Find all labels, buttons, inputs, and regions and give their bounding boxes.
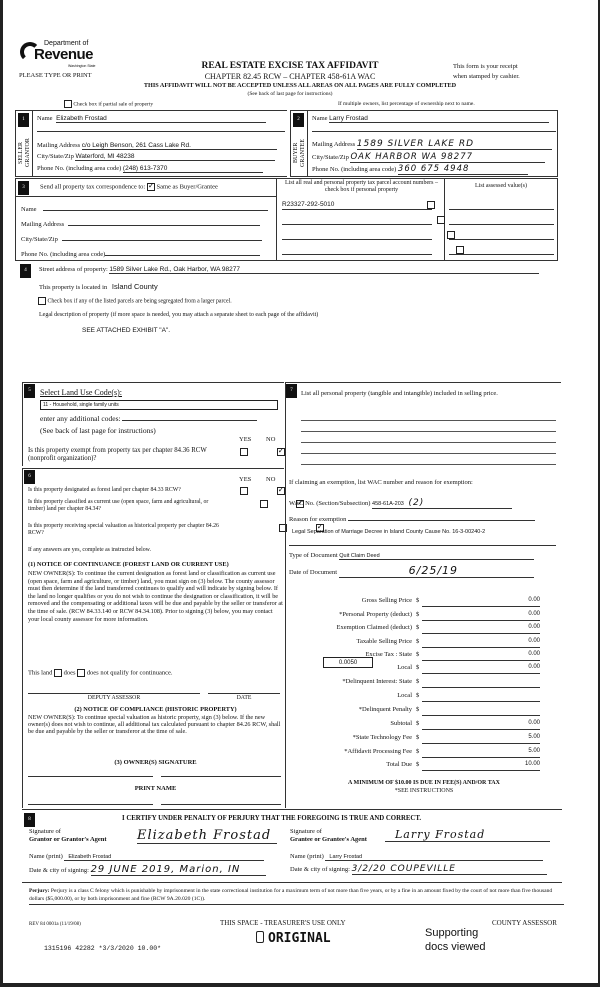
parcel-row-1[interactable]: R23327-292-5010 bbox=[282, 201, 432, 210]
doc-type-value: Quit Claim Deed bbox=[339, 553, 534, 560]
seller-city-field[interactable] bbox=[37, 153, 275, 161]
original-stamp bbox=[256, 931, 331, 946]
grantor-name-field[interactable] bbox=[29, 853, 264, 861]
doc-date-label: Date of Document bbox=[289, 569, 338, 576]
assessed-value-1[interactable] bbox=[449, 201, 554, 210]
seller-name-value: Elizabeth Frostad bbox=[56, 115, 266, 123]
owner-sig-line-1[interactable] bbox=[28, 776, 153, 777]
corr-phone-field[interactable] bbox=[21, 251, 260, 258]
section-number-6: 6 bbox=[24, 470, 35, 484]
grantee-date-label: Date & city of signing: bbox=[290, 866, 350, 873]
additional-codes-field[interactable] bbox=[40, 414, 257, 423]
original-text: ORIGINAL bbox=[268, 931, 331, 946]
fee-state-technology[interactable]: *State Technology Fee $ 5.00 bbox=[290, 734, 540, 746]
buyer-phone-label: Phone No. (including area code) bbox=[312, 166, 397, 173]
personal-property-line-5[interactable] bbox=[301, 464, 556, 465]
same-as-buyer-checkbox[interactable] bbox=[147, 183, 155, 191]
fee-exemption-claimed[interactable]: Exemption Claimed (deduct) $ 0.00 bbox=[290, 624, 540, 636]
same-as-buyer-label: Same as Buyer/Grantee bbox=[156, 183, 218, 191]
personal-property-line-4[interactable] bbox=[301, 453, 556, 454]
owner-sig-line-2[interactable] bbox=[161, 776, 281, 777]
fee-delinquent-interest-local[interactable]: Local $ bbox=[290, 692, 540, 704]
exempt-yes-checkbox[interactable] bbox=[240, 448, 248, 456]
parcel-header: List all real and personal property tax parcel account numbers – check box if personal property bbox=[285, 180, 438, 193]
grantee-sig-label-1: Signature of bbox=[290, 828, 322, 835]
land-use-see-back: (See back of last page for instructions) bbox=[40, 426, 156, 435]
fee-personal-property[interactable]: *Personal Property (deduct) $ 0.00 bbox=[290, 611, 540, 623]
continuance-row bbox=[28, 669, 173, 677]
s6-no-header: NO bbox=[266, 476, 276, 483]
seller-mailing-value: c/o Leigh Benson, 261 Cass Lake Rd. bbox=[82, 142, 277, 150]
parcel-row-3[interactable] bbox=[282, 231, 432, 240]
additional-codes-label: enter any additional codes: bbox=[40, 414, 121, 423]
grantee-name-value: Larry Frostad bbox=[325, 854, 543, 861]
exempt-no-checkbox[interactable] bbox=[277, 448, 285, 456]
notice-continuance-body: NEW OWNER(S): To continue the current designation as forest land or classification as current use (open space, farm and agriculture, or timber) land, you must sign on (3) below. The county assessor must then determine if the land transferred continues to qualify and will indicate by signing below. If the land no longer qualifies or you do not wish to continue the designation or classification, it will be removed and the compensating or additional taxes will be due and payable by the seller or transferor at the time of sale. (RCW 84.33.140 or RCW 84.34.108). Prior to signing (3) below, you may contact your local county assessor for more information. bbox=[28, 570, 283, 623]
assessed-header: List assessed value(s) bbox=[475, 183, 527, 189]
does-not-label: does not bbox=[86, 669, 109, 677]
certify-statement: I CERTIFY UNDER PENALTY OF PERJURY THAT THE FOREGOING IS TRUE AND CORRECT. bbox=[122, 815, 422, 822]
section-seller bbox=[15, 110, 287, 177]
reason-value: Legal Separation of Marriage Decree in Island County Cause No. 16-3-00240-2 bbox=[292, 529, 486, 535]
seller-name-label: Name bbox=[37, 115, 53, 122]
correspondence-label-row bbox=[40, 183, 218, 191]
seller-mailing-label: Mailing Address bbox=[37, 142, 81, 149]
section-number-4: 4 bbox=[20, 264, 31, 278]
segregated-checkbox-row[interactable] bbox=[38, 297, 232, 305]
deputy-assessor-line[interactable] bbox=[28, 693, 200, 694]
buyer-phone-field[interactable] bbox=[312, 164, 528, 175]
notice-compliance-body: NEW OWNER(S): To continue special valuation as historic property, sign (3) below. If the new owner(s) does not wish to continue, all additional tax calculated pursuant to chapter 84.26 RCW, shall be due and payable by the seller or transferor at the time of sale. bbox=[28, 714, 281, 736]
seller-phone-label: Phone No. (including area code) bbox=[37, 165, 122, 172]
section-buyer bbox=[290, 110, 558, 177]
reason-label: Reason for exemption bbox=[289, 516, 347, 523]
section-number-8: 8 bbox=[24, 813, 35, 827]
street-address-label: Street address of property: bbox=[39, 266, 108, 273]
assessed-value-4[interactable] bbox=[449, 246, 554, 255]
corr-name-field[interactable] bbox=[21, 206, 268, 213]
buyer-name-field[interactable] bbox=[312, 115, 549, 123]
grantor-name-label: Name (print) bbox=[29, 853, 63, 860]
parcel-2-personal-checkbox[interactable] bbox=[437, 216, 445, 224]
corr-name-label: Name bbox=[21, 206, 37, 213]
segregated-label: Check box if any of the listed parcels are being segregated from a larger parcel. bbox=[47, 298, 232, 305]
land-use-title: Select Land Use Code(s): bbox=[40, 388, 122, 397]
if-yes-instruction: If any answers are yes, complete as instructed below. bbox=[28, 547, 151, 553]
assessed-value-3[interactable] bbox=[449, 231, 554, 240]
notice-continuance-title: (1) NOTICE OF CONTINUANCE (FOREST LAND OR CURRENT USE) bbox=[28, 561, 229, 568]
buyer-name-label: Name bbox=[312, 115, 328, 122]
corr-mailing-field[interactable] bbox=[21, 221, 260, 228]
corr-mailing-label: Mailing Address bbox=[21, 221, 65, 228]
current-use-question: Is this property classified as current use (open space, farm and agricultural, or timber) land per chapter 84.34? bbox=[28, 499, 209, 512]
historical-question: Is this property receiving special valuation as historical property per chapter 84.26 RCW? bbox=[28, 523, 219, 536]
grantor-name-value: Elizabeth Frostad bbox=[64, 854, 264, 861]
buyer-mailing-value: 1589 SILVER LAKE RD bbox=[357, 139, 552, 150]
buyer-name-value: Larry Frostad bbox=[329, 115, 549, 123]
seller-side-label: SELLER GRANTOR bbox=[18, 138, 31, 168]
fee-total-due[interactable]: Total Due $ 10.00 bbox=[290, 761, 540, 773]
seller-city-value: Waterford, MI 48238 bbox=[75, 153, 275, 161]
assessed-value-2[interactable] bbox=[449, 216, 554, 225]
grantor-date-value: 29 JUNE 2019, Marion, IN bbox=[91, 864, 266, 876]
print-name-line-1[interactable] bbox=[28, 804, 153, 805]
county-assessor-label: COUNTY ASSESSOR bbox=[492, 919, 557, 927]
street-address-field[interactable] bbox=[39, 266, 539, 274]
notice-compliance-title: (2) NOTICE OF COMPLIANCE (HISTORIC PROPERTY) bbox=[74, 706, 237, 713]
parcel-row-4[interactable] bbox=[282, 246, 432, 255]
buyer-city-label: City/State/Zip bbox=[312, 154, 349, 161]
logo-sub-text: Washington State bbox=[68, 64, 96, 68]
warning-text: THIS AFFIDAVIT WILL NOT BE ACCEPTED UNLESS ALL AREAS ON ALL PAGES ARE FULLY COMPLETED bbox=[143, 82, 457, 89]
fee-excise-tax-state[interactable]: Excise Tax : State $ 0.00 bbox=[290, 651, 540, 663]
seller-phone-field[interactable] bbox=[37, 165, 263, 173]
personal-property-line-2[interactable] bbox=[301, 431, 556, 432]
section-land-use bbox=[22, 382, 284, 466]
supporting-docs-line1: Supporting bbox=[425, 927, 479, 939]
see-back-text: (See back of last page for instructions) bbox=[247, 91, 333, 97]
fee-taxable-selling-price[interactable]: Taxable Selling Price $ 0.00 bbox=[290, 638, 540, 650]
perjury-notice bbox=[29, 887, 564, 905]
multiple-owners-note: If multiple owners, list percentage of ownership next to name. bbox=[338, 101, 475, 107]
wac-field[interactable] bbox=[289, 498, 512, 509]
county-field bbox=[39, 282, 158, 291]
forest-no-checkbox[interactable] bbox=[277, 487, 285, 495]
buyer-city-field[interactable] bbox=[312, 152, 545, 163]
corr-city-field[interactable] bbox=[21, 236, 262, 243]
fee-delinquent-interest-state[interactable]: *Delinquent Interest: State $ bbox=[290, 678, 540, 690]
seller-name-field[interactable] bbox=[37, 115, 285, 125]
section-correspondence bbox=[15, 178, 558, 261]
form-revision: REV 84 0001a (11/19/08) bbox=[29, 922, 81, 927]
legal-description-label: Legal description of property (if more space is needed, you may attach a separate sheet to each page of the affidavit) bbox=[39, 312, 319, 318]
grantee-signature: Larry Frostad bbox=[385, 828, 550, 842]
perjury-bold: Perjury: bbox=[29, 888, 50, 894]
grantor-date-label: Date & city of signing: bbox=[29, 867, 89, 874]
parcel-1-personal-checkbox[interactable] bbox=[427, 201, 435, 209]
grantor-date-field[interactable] bbox=[29, 864, 266, 876]
seller-city-label: City/State/Zip bbox=[37, 153, 74, 160]
does-label: does bbox=[63, 669, 76, 677]
logo-top-text: Department of bbox=[44, 40, 89, 47]
doc-date-value: 6/25/19 bbox=[339, 564, 534, 578]
corr-city-label: City/State/Zip bbox=[21, 236, 58, 243]
correspondence-label: Send all property tax correspondence to: bbox=[40, 183, 146, 191]
grantee-signature-field[interactable] bbox=[290, 828, 555, 848]
deputy-date-label: DATE bbox=[236, 695, 252, 701]
wac-label: WAC No. (Section/Subsection) bbox=[289, 500, 371, 507]
corr-phone-label: Phone No. (including area code) bbox=[21, 251, 106, 258]
see-instructions-note: *SEE INSTRUCTIONS bbox=[394, 788, 454, 794]
receipt-note-2: when stamped by cashier. bbox=[453, 73, 520, 80]
legal-description-value[interactable]: SEE ATTACHED EXHIBIT "A". bbox=[82, 327, 171, 334]
buyer-phone-value: 360 675 4948 bbox=[398, 164, 528, 175]
section-number-1: 1 bbox=[18, 113, 29, 127]
forest-yes-checkbox[interactable] bbox=[240, 487, 248, 495]
segregated-checkbox[interactable] bbox=[38, 297, 46, 305]
buyer-mailing-label: Mailing Address bbox=[312, 141, 356, 148]
please-type-label: PLEASE TYPE OR PRINT bbox=[19, 72, 92, 79]
reason-field[interactable] bbox=[289, 516, 535, 523]
this-land-label: This land bbox=[28, 669, 53, 677]
seller-mailing-field[interactable] bbox=[37, 142, 277, 150]
scroll-icon bbox=[256, 931, 264, 943]
grantor-sig-label-1: Signature of bbox=[29, 828, 61, 835]
deputy-assessor-label: DEPUTY ASSESSOR bbox=[87, 695, 141, 701]
receipt-note-1: This form is your receipt bbox=[453, 63, 518, 70]
fee-affidavit-processing[interactable]: *Affidavit Processing Fee $ 5.00 bbox=[290, 748, 540, 760]
parcel-row-2[interactable] bbox=[282, 216, 432, 225]
local-rate-box: 0.0050 bbox=[323, 657, 373, 668]
wac-handwritten: (2) bbox=[408, 498, 425, 508]
deputy-date-line[interactable] bbox=[208, 693, 280, 694]
county-value: Island County bbox=[111, 282, 158, 291]
partial-sale-checkbox[interactable] bbox=[64, 100, 72, 108]
land-use-select[interactable] bbox=[40, 400, 278, 410]
form-title: REAL ESTATE EXCISE TAX AFFIDAVIT bbox=[201, 61, 379, 71]
buyer-side-label: BUYER GRANTEE bbox=[293, 139, 306, 167]
perjury-text: Perjury is a class C felony which is punishable by imprisonment in the state correctional institution for a maximum term of not more than five years, or by a fine in an amount fixed by the court of not more than five thousand dollars ($5,000.00), or by both imprisonment and fine (RCW 9A.20.020 (1C)). bbox=[29, 888, 553, 902]
no-header: NO bbox=[266, 436, 276, 443]
does-checkbox[interactable] bbox=[54, 669, 62, 677]
form-chapter: CHAPTER 82.45 RCW – CHAPTER 458-61A WAC bbox=[204, 72, 376, 81]
partial-sale-checkbox-row[interactable] bbox=[64, 100, 153, 108]
fee-delinquent-penalty[interactable]: *Delinquent Penalty $ bbox=[290, 706, 540, 718]
grantor-sig-label-2: Grantor or Grantor's Agent bbox=[29, 836, 107, 843]
dor-logo bbox=[20, 40, 100, 70]
minimum-due-note: A MINIMUM OF $10.00 IS DUE IN FEE(S) AND/OR TAX bbox=[348, 780, 500, 786]
does-not-checkbox[interactable] bbox=[77, 669, 85, 677]
county-label: This property is located in bbox=[39, 284, 108, 291]
section-number-5: 5 bbox=[24, 384, 35, 398]
section-number-3: 3 bbox=[18, 181, 29, 195]
personal-property-line-1[interactable] bbox=[301, 420, 556, 421]
cashier-receipt-stamp: 1315196 42282 *3/3/2020 10.00* bbox=[44, 945, 162, 952]
print-name-label: PRINT NAME bbox=[134, 785, 177, 792]
fee-excise-tax-local[interactable]: Local $ 0.00 bbox=[290, 664, 540, 676]
buyer-mailing-field[interactable] bbox=[312, 139, 552, 150]
exemption-label: If claiming an exemption, list WAC number and reason for exemption: bbox=[289, 479, 473, 486]
grantee-sig-label-2: Grantee or Grantee's Agent bbox=[290, 836, 367, 843]
wac-value: 458-61A-203 bbox=[372, 501, 404, 507]
print-name-line-2[interactable] bbox=[161, 804, 281, 805]
street-address-value: 1589 Silver Lake Rd., Oak Harbor, WA 98277 bbox=[109, 266, 539, 274]
personal-property-line-3[interactable] bbox=[301, 442, 556, 443]
section-number-2: 2 bbox=[293, 113, 304, 127]
partial-sale-label: Check box if partial sale of property bbox=[73, 101, 154, 108]
doc-type-field[interactable] bbox=[289, 552, 534, 560]
grantee-name-field[interactable] bbox=[290, 853, 543, 861]
grantee-date-value: 3/2/20 COUPEVILLE bbox=[352, 864, 547, 875]
exempt-question: Is this property exempt from property tax per chapter 84.36 RCW (nonprofit organization)? bbox=[28, 447, 207, 462]
fee-gross-selling-price[interactable]: Gross Selling Price $ 0.00 bbox=[290, 597, 540, 609]
treasurer-use-label: THIS SPACE - TREASURER'S USE ONLY bbox=[220, 919, 346, 927]
doc-type-label: Type of Document bbox=[289, 552, 338, 559]
grantor-signature-field[interactable] bbox=[29, 828, 279, 848]
s6-yes-header: YES bbox=[239, 476, 252, 483]
doc-date-field[interactable] bbox=[289, 564, 534, 578]
supporting-docs-line2: docs viewed bbox=[425, 941, 486, 953]
grantee-date-field[interactable] bbox=[290, 864, 547, 875]
yes-header: YES bbox=[239, 436, 252, 443]
section-number-7: 7 bbox=[286, 384, 297, 398]
land-use-code-value: 11 - Household, single family units bbox=[43, 402, 119, 408]
logo-main-text: Revenue bbox=[34, 46, 94, 63]
seller-phone-value: (248) 613-7370 bbox=[123, 165, 263, 173]
grantee-name-label: Name (print) bbox=[290, 853, 324, 860]
current-use-yes-checkbox[interactable] bbox=[260, 500, 268, 508]
buyer-city-value: OAK HARBOR WA 98277 bbox=[350, 152, 545, 163]
owner-signature-label: (3) OWNER(S) SIGNATURE bbox=[114, 759, 197, 766]
section-6 bbox=[22, 468, 284, 808]
personal-property-label: List all personal property (tangible and intangible) included in selling price. bbox=[301, 390, 498, 397]
forest-land-question: Is this property designated as forest land per chapter 84.33 RCW? bbox=[28, 487, 181, 493]
fee-subtotal[interactable]: Subtotal $ 0.00 bbox=[290, 720, 540, 732]
grantor-signature: Elizabeth Frostad bbox=[137, 828, 277, 844]
qualify-label: qualify for continuance. bbox=[110, 669, 173, 677]
